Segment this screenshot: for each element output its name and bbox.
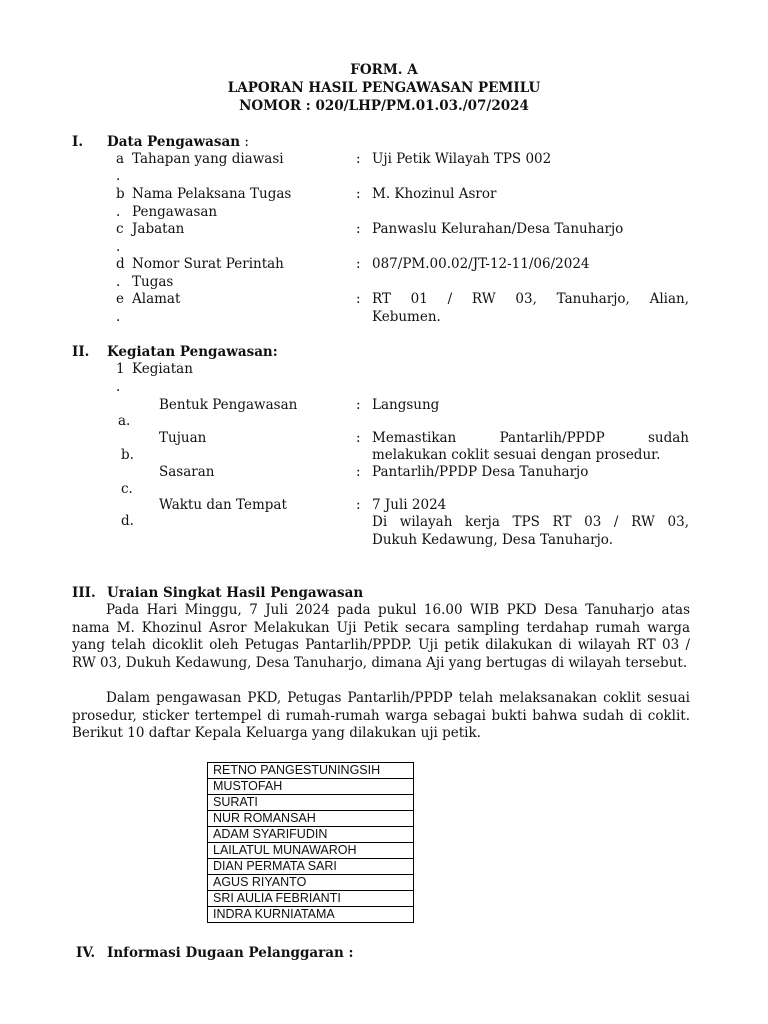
table-cell: SRI AULIA FEBRIANTI [208,891,414,907]
item-colon: : [356,186,361,202]
section-1-heading [107,134,249,150]
item-label: Tahapan yang diawasi [132,151,284,167]
item-label: Jabatan [132,221,185,237]
item-letter-dot: . [116,239,121,255]
table-cell: RETNO PANGESTUNINGSIH [208,763,414,779]
table-row [208,891,414,907]
activity-colon: : [356,497,361,513]
paragraph-1 [72,602,690,672]
item-letter-dot: . [116,309,121,325]
table-cell: INDRA KURNIATAMA [208,907,414,923]
activity-colon: : [356,430,361,446]
activity-label: Sasaran [159,464,215,480]
table-row [208,843,414,859]
table-row [208,827,414,843]
activity-letter: d. [121,513,134,529]
household-head-table [207,762,414,923]
item-colon: : [356,291,361,307]
activity-value: Pantarlih/PPDP Desa Tanuharjo [372,464,589,480]
activity-letter: a. [118,413,131,429]
item-label-cont: Pengawasan [132,204,218,220]
item-value: RT 01 / RW 03, Tanuharjo, Alian, [372,291,689,307]
table-cell: AGUS RIYANTO [208,875,414,891]
item-label: Alamat [132,291,181,307]
section-1-title-colon: : [240,134,249,150]
item-label: Nama Pelaksana Tugas [132,186,292,202]
activity-colon: : [356,397,361,413]
section-3-title: Uraian Singkat Hasil Pengawasan [107,585,364,601]
table-row [208,795,414,811]
section-1-title: Data Pengawasan [107,134,241,150]
item-colon: : [356,256,361,272]
activity-value-cont: melakukan coklit sesuai dengan prosedur. [372,447,661,463]
item-label: Nomor Surat Perintah [132,256,284,272]
table-row [208,859,414,875]
activity-letter: c. [121,481,133,497]
activity-letter: b. [121,447,134,463]
report-title: LAPORAN HASIL PENGAWASAN PEMILU [227,80,541,96]
item-letter: b [116,186,125,202]
item-value: Uji Petik Wilayah TPS 002 [372,151,552,167]
item-value: Panwaslu Kelurahan/Desa Tanuharjo [372,221,624,237]
table-row [208,875,414,891]
section-1-number: I. [72,134,84,150]
form-label: FORM. A [350,62,418,78]
item-label-cont: Tugas [132,274,174,290]
item-value: 087/PM.00.02/JT-12-11/06/2024 [372,256,590,272]
activity-value: Langsung [372,397,440,413]
table-cell: LAILATUL MUNAWAROH [208,843,414,859]
table-cell: DIAN PERMATA SARI [208,859,414,875]
item-colon: : [356,221,361,237]
table-row [208,811,414,827]
activity-label: Waktu dan Tempat [159,497,287,513]
item-value: M. Khozinul Asror [372,186,497,202]
paragraph-2-text: Dalam pengawasan PKD, Petugas Pantarlih/PPDP telah melaksanakan coklit sesuai prosedur, sticker tertempel di rumah-rumah warga sebagai bukti bahwa sudah di coklit. Berikut 10 daftar Kepala Keluarga yang dilakukan uji petik. [72,690,690,741]
table-row [208,763,414,779]
section-3-number: III. [72,585,96,601]
activity-value: 7 Juli 2024 [372,497,447,513]
section-4-title: Informasi Dugaan Pelanggaran : [107,945,354,961]
table-cell: NUR ROMANSAH [208,811,414,827]
item-letter-dot: . [116,168,121,184]
paragraph-2 [72,690,690,743]
paragraph-1-text: Pada Hari Minggu, 7 Juli 2024 pada pukul 16.00 WIB PKD Desa Tanuharjo atas nama M. Khozinul Asror Melakukan Uji Petik secara sampling terdahap rumah warga yang telah dicoklit oleh Petugas Pantarlih/PPDP. Uji petik dilakukan di wilayah RT 03 / RW 03, Dukuh Kedawung, Desa Tanuharjo, dimana Aji yang bertugas di wilayah tersebut. [72,602,690,671]
item-letter: a [116,151,125,167]
activity-value-cont: Dukuh Kedawung, Desa Tanuharjo. [372,532,613,548]
table-row [208,907,414,923]
activity-value: Memastikan Pantarlih/PPDP sudah [372,430,689,446]
table-cell: SURATI [208,795,414,811]
subsection-number: 1 [116,361,125,377]
subsection-dot: . [116,379,121,395]
item-letter: e [116,291,124,307]
table-cell: MUSTOFAH [208,779,414,795]
activity-label: Bentuk Pengawasan [159,397,298,413]
table-row [208,779,414,795]
activity-label: Tujuan [159,430,207,446]
item-letter-dot: . [116,204,121,220]
item-value-cont: Kebumen. [372,309,441,325]
section-4-number: IV. [76,945,96,961]
item-colon: : [356,151,361,167]
subsection-title: Kegiatan [132,361,193,377]
report-number: NOMOR : 020/LHP/PM.01.03./07/2024 [239,98,529,114]
section-2-number: II. [72,344,90,360]
activity-value-cont: Di wilayah kerja TPS RT 03 / RW 03, [372,514,689,530]
item-letter: d [116,256,125,272]
section-2-title: Kegiatan Pengawasan: [107,344,278,360]
table-cell: ADAM SYARIFUDIN [208,827,414,843]
item-letter-dot: . [116,274,121,290]
activity-colon: : [356,464,361,480]
item-letter: c [116,221,124,237]
